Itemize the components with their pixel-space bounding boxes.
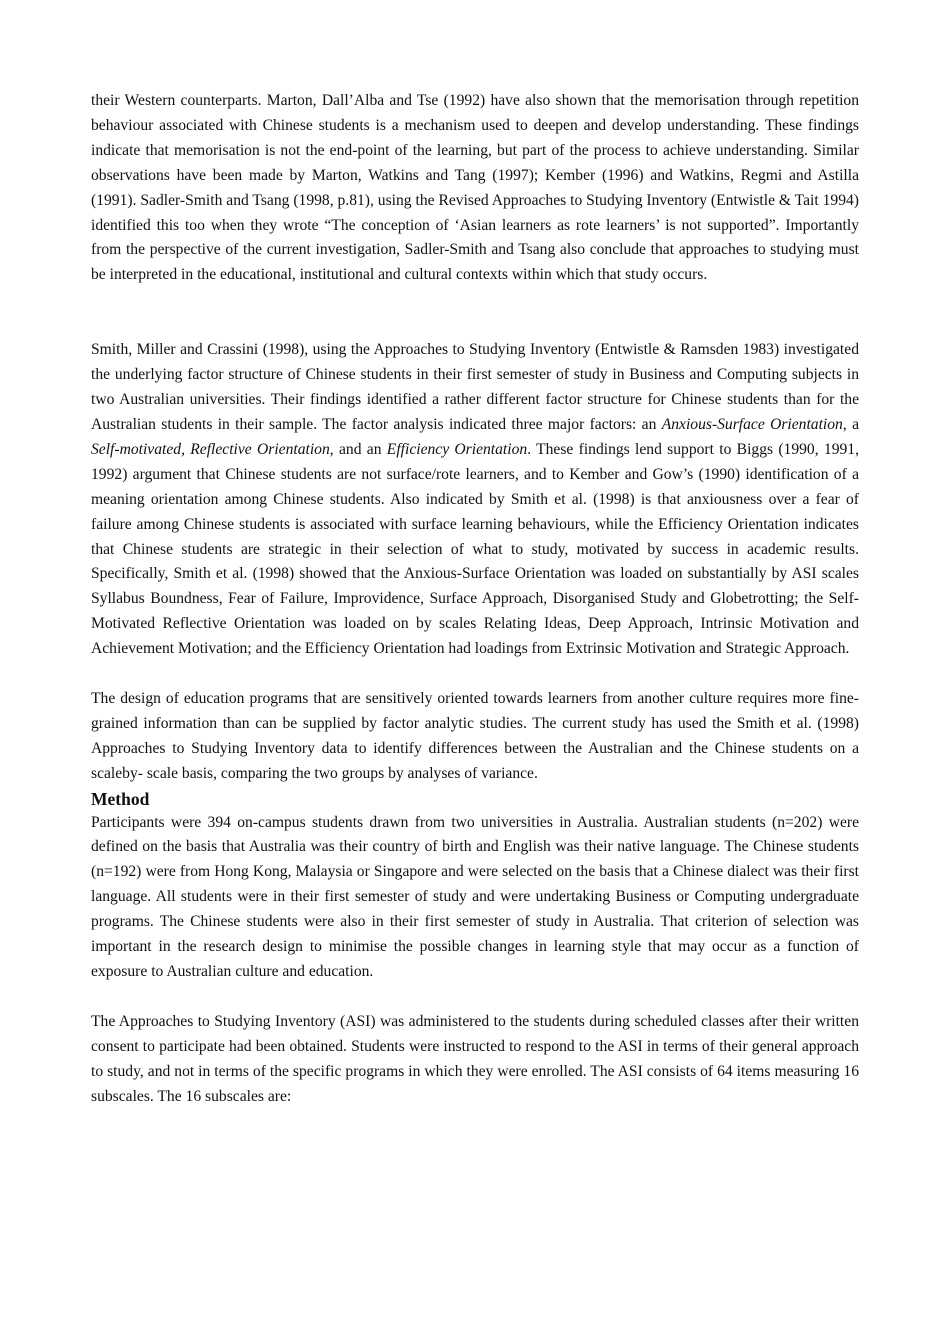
paragraph-factor-structure [91,338,859,662]
italic-term-efficiency: Efficiency Orientation [386,440,528,458]
paragraph-prior-research: their Western counterparts. Marton, Dall’Alba and Tse (1992) have also shown that the memorisation through repetition behaviour associated with Chinese students is a mechanism used to deepen and develop understanding. These findings indicate that memorisation is not the end-point of the learning, but part of the process to achieve understanding. Similar observations have been made by Marton, Watkins and Tang (1997); Kember (1996) and Watkins, Regmi and Astilla (1991). Sadler-Smith and Tsang (1998, p.81), using the Revised Approaches to Studying Inventory (Entwistle & Tait 1994) identified this too when they wrote “The conception of ‘Asian learners as rote learners’ is not supported”. Importantly from the perspective of the current investigation, Sadler-Smith and Tsang also conclude that approaches to studying must be interpreted in the educational, institutional and cultural contexts within which that study occurs. [91,92,859,284]
paragraph-spacer [91,662,859,687]
paragraph-participants: Participants were 394 on-campus students drawn from two universities in Australia. Australian students (n=202) were defined on the basis that Australia was their country of birth and English was their native language. The Chinese students (n=192) were from Hong Kong, Malaysia or Singapore and were selected on the basis that a Chinese dialect was their first language. All students were in their first semester of study and were undertaking Business or Computing undergraduate programs. The Chinese students were also in their first semester of study in Australia. That criterion of selection was important in the research design to minimise the possible changes in learning style that may occur as a function of exposure to Australian culture and education. [91,813,859,980]
paragraph-procedure: The Approaches to Studying Inventory (ASI) was administered to the students during scheduled classes after their written consent to participate had been obtained. Students were instructed to respond to the ASI in terms of their general approach to study, and not in terms of the specific programs in which they were enrolled. The ASI consists of 64 items measuring 16 subscales. The 16 subscales are: [91,1012,859,1105]
text-run: , a [842,415,859,433]
text-run: Smith, Miller and Crassini (1998), using the Approaches to Studying Inventory (Entwistle & Ramsden 1983) investigated the underlying factor structure of Chinese students in their first semester of study in Business and Computing subjects in two Australian universities. Their findings identified a rather different factor structure for Chinese students than for the Australian students in their sample. The factor analysis indicated three major factors: an [91,341,859,433]
paragraph-study-design: The design of education programs that are sensitively oriented towards learners from another culture requires more fine-grained information than can be supplied by factor analytic studies. The current study has used the Smith et al. (1998) Approaches to Studying Inventory data to identify differences between the Australian and the Chinese students on a scaleby- scale basis, comparing the two groups by analyses of variance. [91,689,859,782]
paragraph-spacer [91,985,859,1010]
italic-term-anxious-surface: Anxious-Surface Orientation [661,415,843,433]
section-heading-method: Method [91,788,150,809]
italic-term-self-motivated: Self-motivated, Reflective Orientation [91,440,330,458]
document-page [91,89,859,1109]
text-run: . These findings lend support to Biggs (1990, 1991, 1992) argument that Chinese students are not surface/rote learners, and to Kember and Gow’s (1990) identification of a meaning orientation among Chinese students. Also indicated by Smith et al. (1998) is that anxiousness over a fear of failure among Chinese students is associated with surface learning behaviours, while the Efficiency Orientation indicates that Chinese students are strategic in their selection of what to study, motivated by success in academic results. Specifically, Smith et al. (1998) showed that the Anxious-Surface Orientation was loaded on substantially by ASI scales Syllabus Boundness, Fear of Failure, Improvidence, Surface Approach, Disorganised Study and Globetrotting; the Self-Motivated Reflective Orientation was loaded on by scales Relating Ideas, Deep Approach, Intrinsic Motivation and Achievement Motivation; and the Efficiency Orientation had loadings from Extrinsic Motivation and Strategic Approach. [91,440,860,658]
text-run: , and an [329,440,387,458]
paragraph-spacer [91,288,859,338]
